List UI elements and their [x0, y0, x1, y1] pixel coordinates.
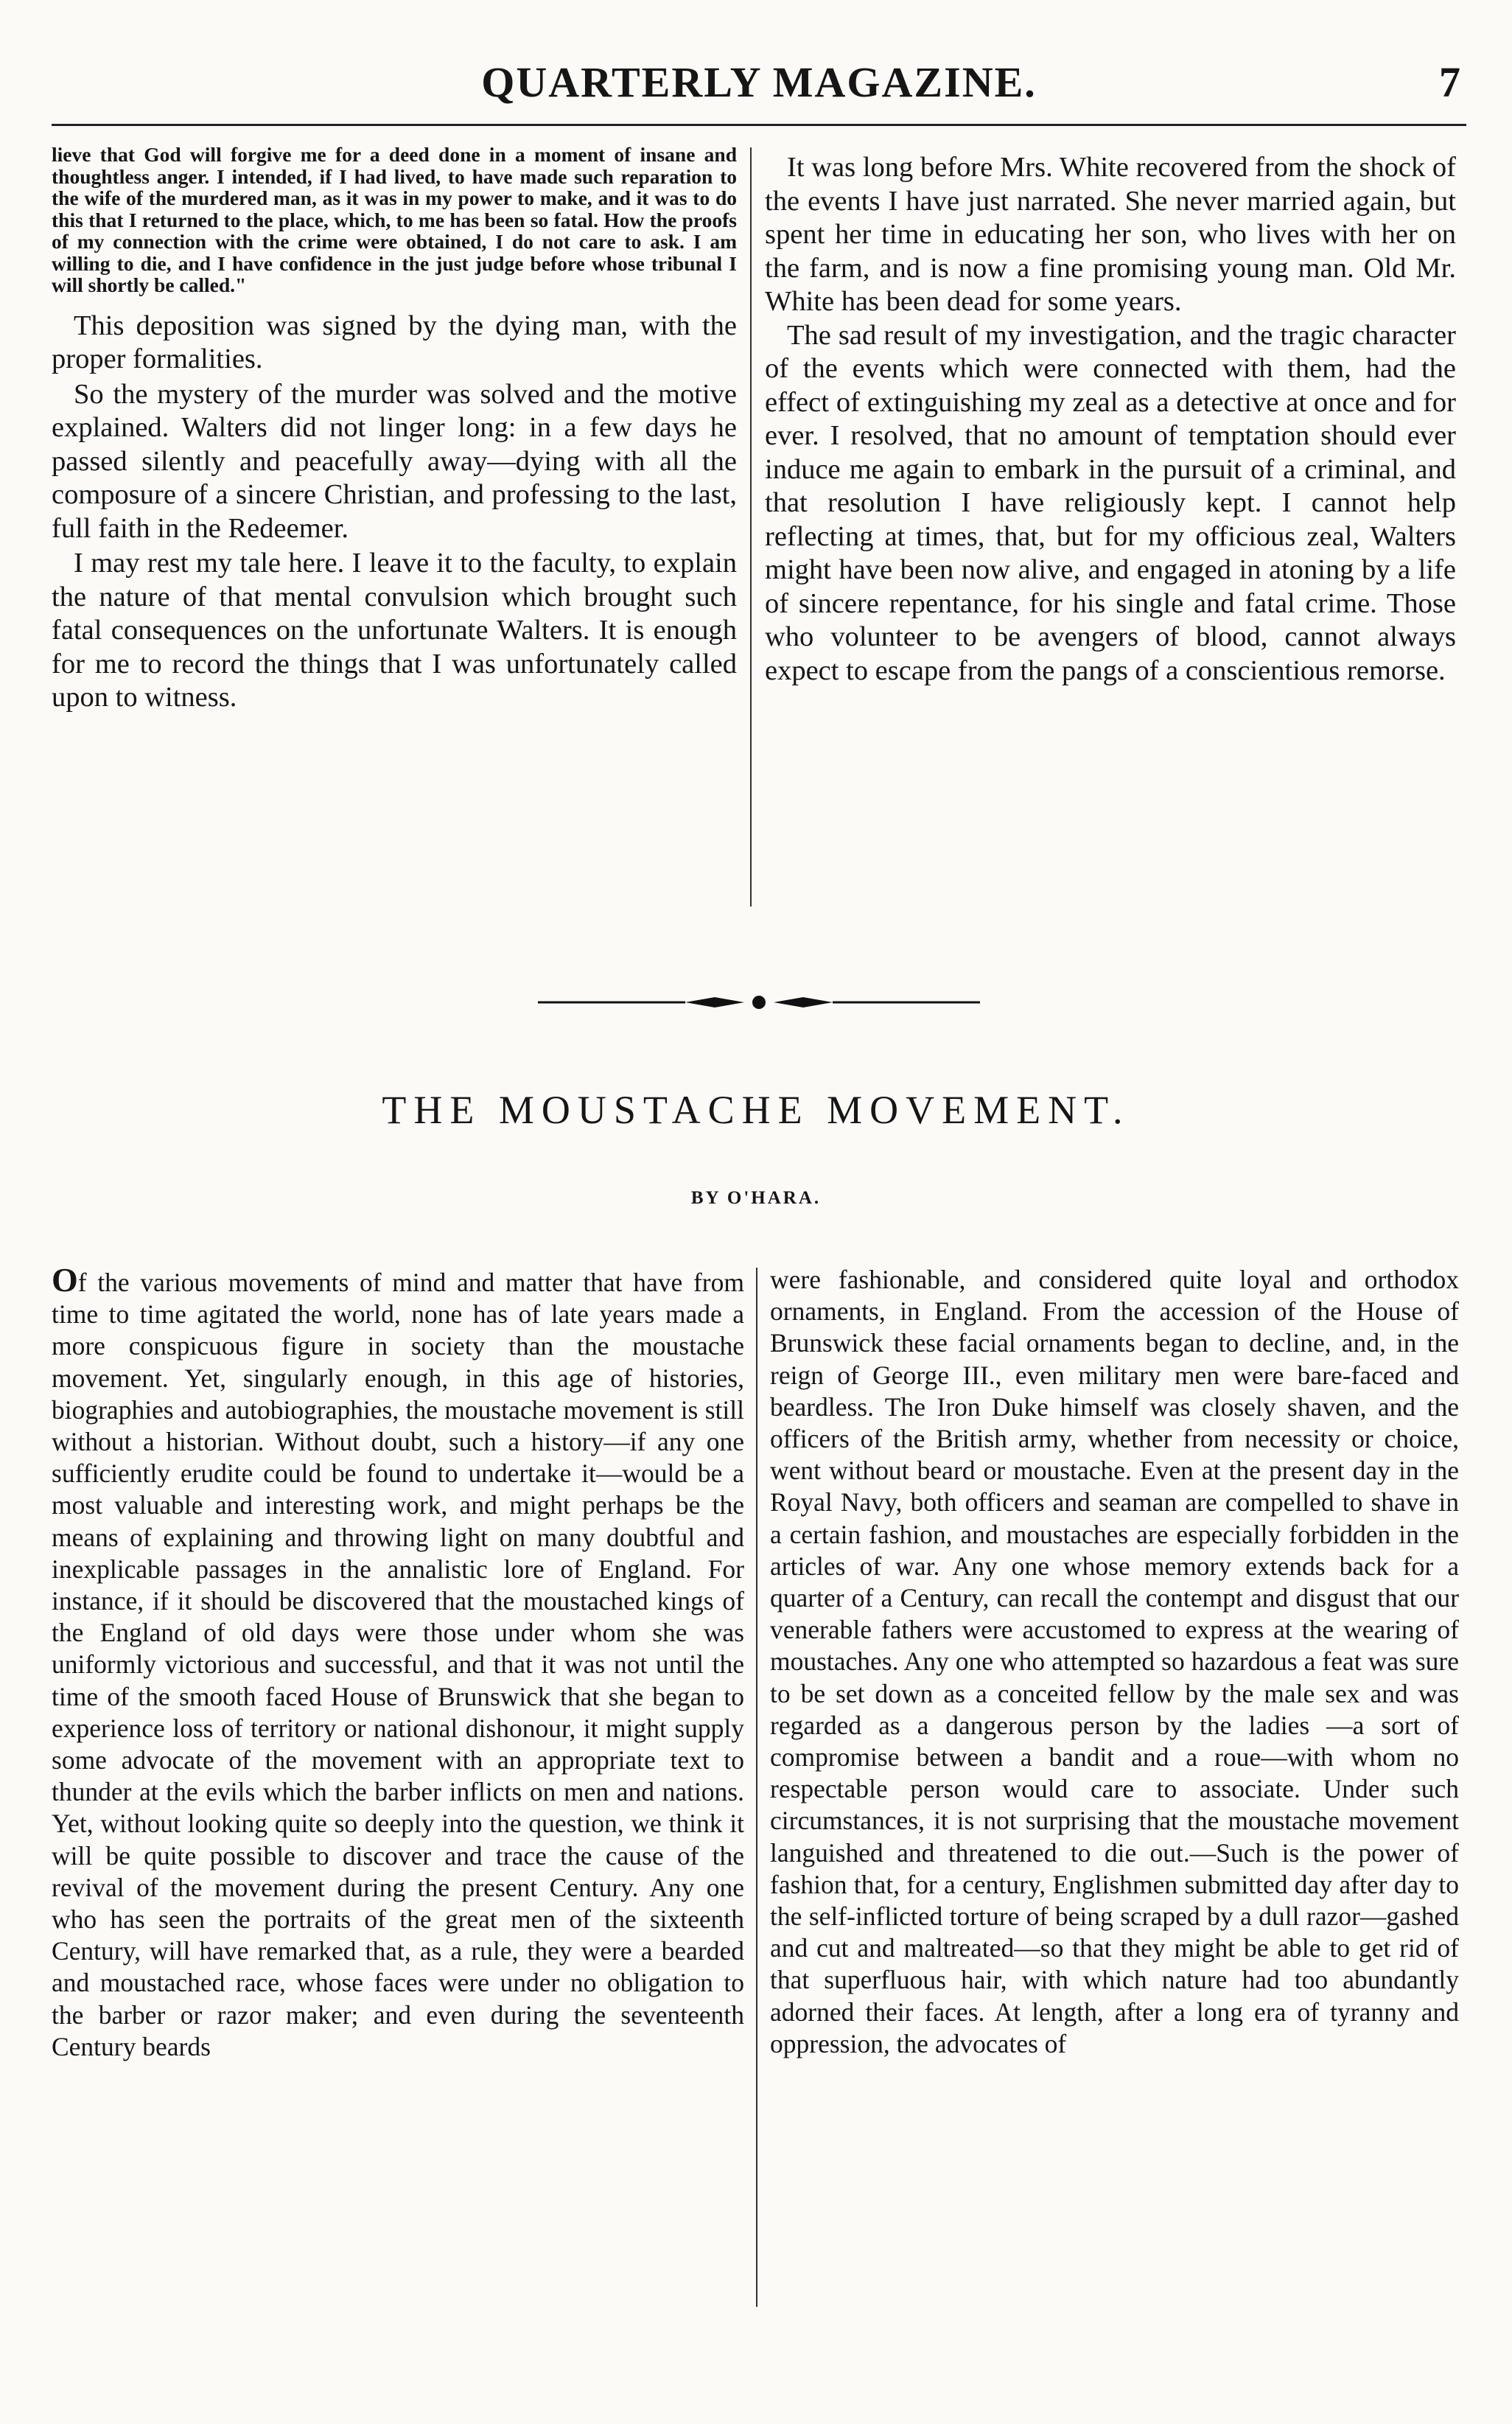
page-number: 7: [1439, 58, 1460, 106]
article-right-column: [770, 1264, 1459, 2060]
page-header: [52, 57, 1466, 126]
running-title: QUARTERLY MAGAZINE.: [481, 58, 1037, 106]
article-byline: BY O'HARA.: [690, 1188, 822, 1208]
quote-text: lieve that God will forgive me for a deed done in a moment of insane and thoughtless anger. I intended, if I had lived, to have made such reparation to the wife of the murdered man, as it was in my power to make, and it was to do this that I returned to the place, which, to me has been so fatal. How the proofs of my connection with the crime were obtained, I do not care to ask. I am willing to die, and I have confidence in the just judge before whose tribunal I will shortly be called.": [52, 143, 737, 296]
paragraph: This deposition was signed by the dying man, with the proper formalities.: [52, 310, 737, 374]
story-end-left-body: [52, 310, 737, 715]
paragraph: I may rest my tale here. I leave it to the faculty, to explain the nature of that mental convulsion which brought such fatal consequences on the unfortunate Walters. It is enough for me to record the things that I was unfortunately called upon to witness.: [52, 548, 737, 713]
paragraph: It was long before Mrs. White recovered from the shock of the events I have just narrated. She never married again, but spent her time in educating her son, who lives with her on the farm, and is now a fine promising young man. Old Mr. White has been dead for some years.: [765, 152, 1456, 317]
paragraph: So the mystery of the murder was solved and the motive explained. Walters did not linger long: in a few days he passed silently and peacefully away—dying with all the composure of a sincere Christian, and professing to the last, full faith in the Redeemer.: [52, 378, 737, 544]
article-left-column: [52, 1261, 744, 2063]
paragraph: were fashionable, and considered quite loyal and orthodox ornaments, in England. From the accession of the House of Brunswick these facial ornaments began to decline, and, in the reign of George III., even military men were bare-faced and beardless. The Iron Duke himself was closely shaven, and the officers of the British army, whether from necessity or choice, went without beard or moustache. Even at the present day in the Royal Navy, both officers and seaman are compelled to shave in a certain fashion, and moustaches are especially forbidden in the articles of war. Any one whose memory extends back for a quarter of a Century, can recall the contempt and disgust that our venerable fathers were accustomed to express at the wearing of moustaches. Any one who attempted so hazardous a feat was sure to be set down as a conceited fellow by the male sex and was regarded as a dangerous person by the ladies —a sort of compromise between a bandit and a roue—with whom no respectable person would care to associate. Under such circumstances, it is not surprising that the moustache movement languished and threatened to die out.—Such is the power of fashion that, for a century, Englishmen submitted day after day to the self-inflicted torture of being scraped by a dull razor—gashed and cut and maltreated—so that they might be able to get rid of that superfluous hair, with which nature had too abundantly adorned their faces. At length, after a long era of tyranny and oppression, the advocates of: [770, 1265, 1459, 2058]
article-title: THE MOUSTACHE MOVEMENT.: [382, 1088, 1130, 1132]
column-divider: [756, 1268, 757, 2307]
story-end-left-column: [52, 144, 737, 715]
column-divider: [750, 147, 752, 907]
paragraph: The sad result of my investigation, and the tragic character of the events which were connected with them, had the effect of extinguishing my zeal as a detective at once and for ever. I resolved, that no amount of temptation should ever induce me again to embark in the pursuit of a criminal, and that resolution I have religiously kept. I cannot help reflecting at times, that, but for my officious zeal, Walters might have been now alive, and engaged in atoning by a life of sincere repentance, for his single and fatal crime. Those who volunteer to be avengers of blood, cannot always expect to escape from the pangs of a conscientious remorse.: [765, 319, 1456, 686]
deposition-quote: [52, 144, 737, 296]
paragraph: Of the various movements of mind and matter that have from time to time agitated the world, none has of late years made a more conspicuous figure in society than the moustache movement. Yet, singularly enough, in this age of histories, biographies and autobiographies, the moustache movement is still without a historian. Without doubt, such a history—if any one sufficiently erudite could be found to undertake it—would be a most valuable and interesting work, and might perhaps be the means of explaining and throwing light on many doubtful and inexplicable passages in the annalistic lore of England. For instance, if it should be discovered that the moustached kings of the England of old days were those under whom she was uniformly victorious and successful, and that it was not until the time of the smooth faced House of Brunswick that she began to experience loss of territory or national dishonour, it might supply some advocate of the movement with an appropriate text to thunder at the evils which the barber inflicts on men and nations. Yet, without looking quite so deeply into the question, we think it will be quite possible to discover and trace the cause of the revival of the movement during the present Century. Any one who has seen the portraits of the great men of the sixteenth Century, will have remarked that, as a rule, they were a bearded and moustached race, whose faces were under no obligation to the barber or razor maker; and even during the seventeenth Century beards: [52, 1261, 744, 2061]
section-ornament: [538, 991, 980, 1013]
story-end-right-column: [765, 151, 1456, 688]
